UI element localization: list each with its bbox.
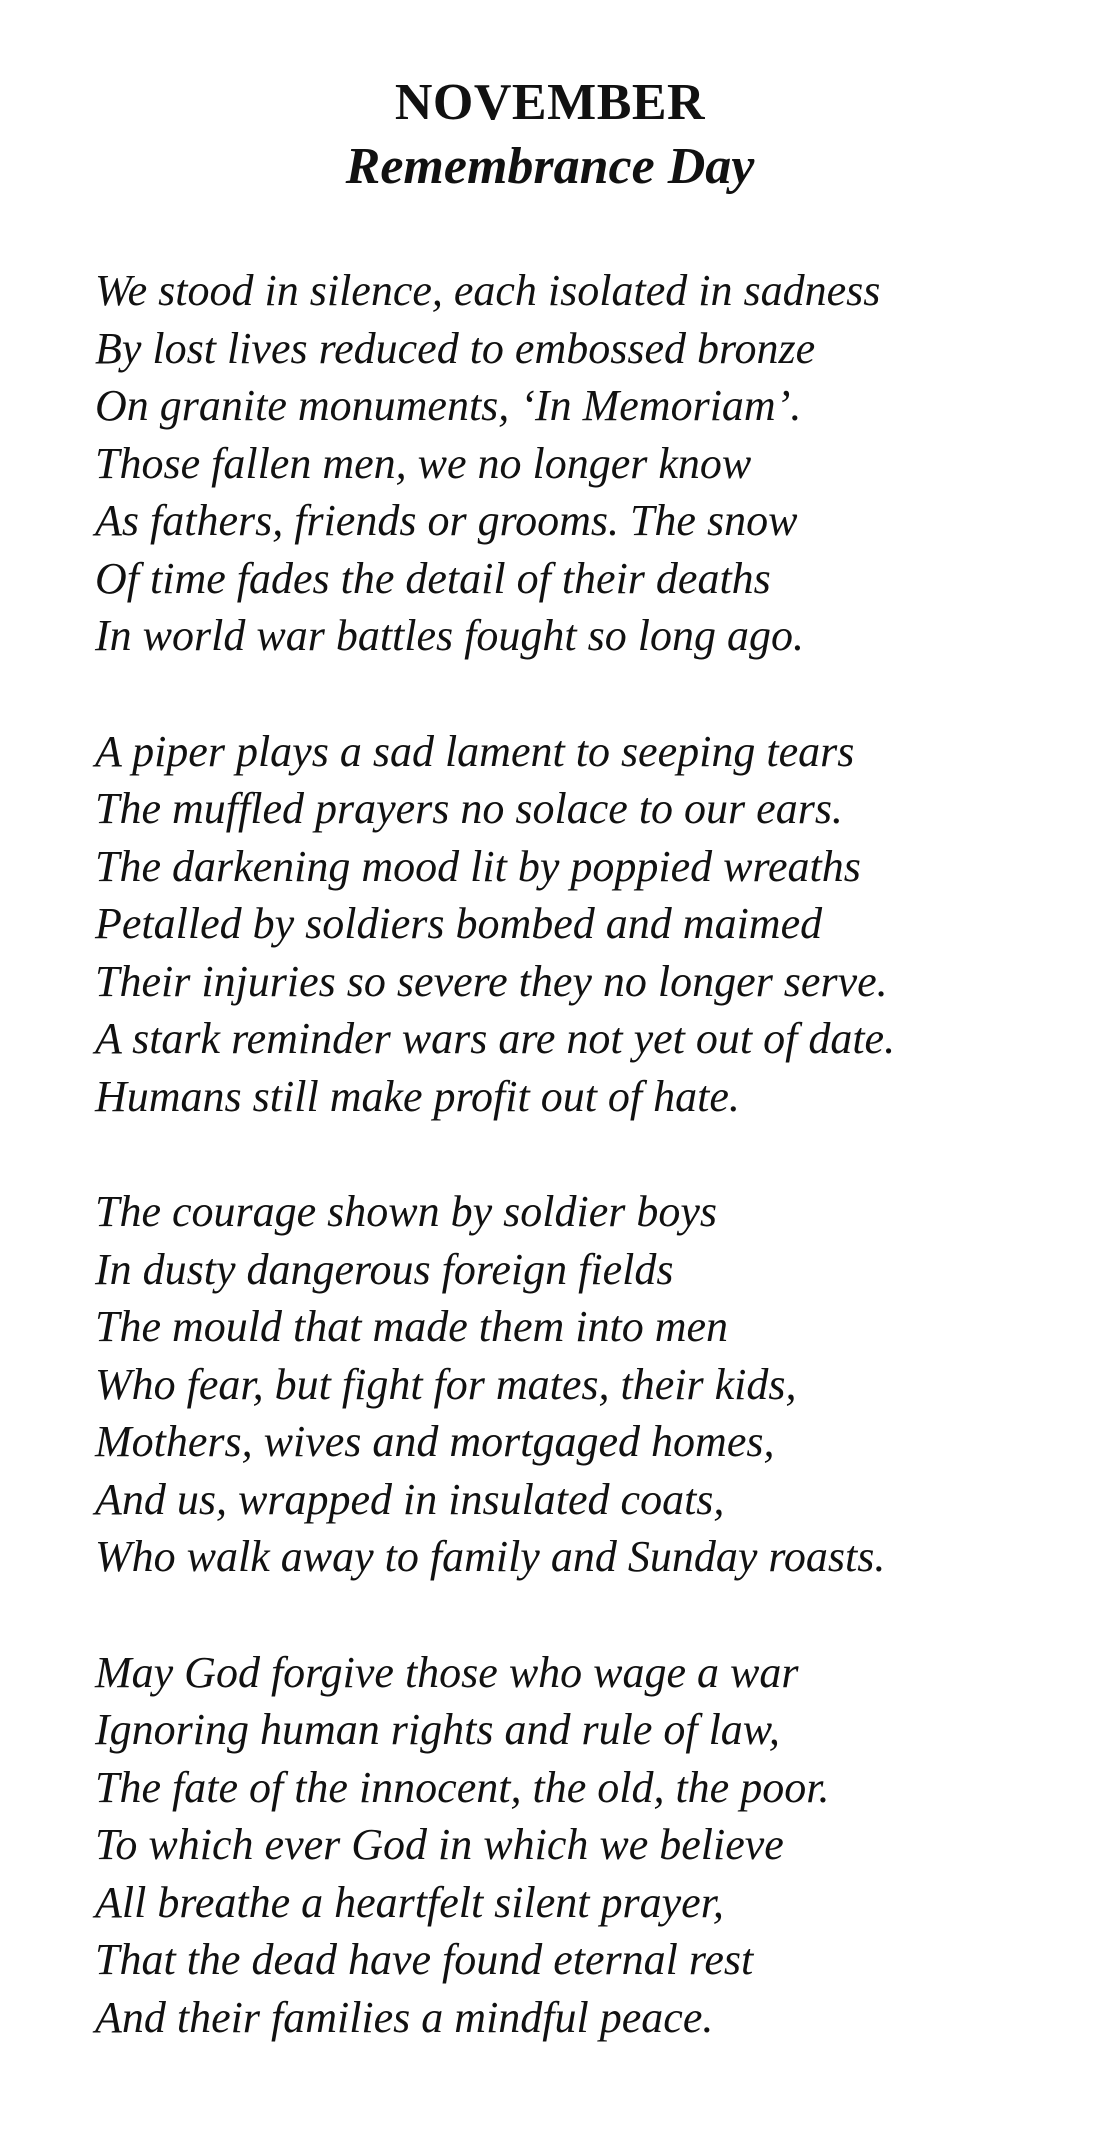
poem-line: The courage shown by soldier boys — [95, 1187, 718, 1236]
stanza-1 — [95, 262, 1085, 665]
poem-line: Those fallen men, we no longer know — [95, 438, 752, 488]
poem-line: The mould that made them into men — [95, 1302, 729, 1351]
poem-subtitle: Remembrance Day — [345, 138, 755, 195]
stanza-2 — [95, 723, 1085, 1126]
poem-line: Who fear, but fight for mates, their kids, — [95, 1359, 797, 1409]
stanza-4 — [95, 1644, 1085, 2047]
poem-line: As fathers, friends or grooms. The snow — [95, 496, 798, 545]
poem-line: The fate of the innocent, the old, the poor. — [95, 1762, 830, 1812]
poem-line: And their families a mindful peace. — [95, 1992, 714, 2042]
poem-line: We stood in silence, each isolated in sadness — [95, 266, 881, 315]
poem-line: Of time fades the detail of their deaths — [95, 553, 771, 603]
poem-line: Mothers, wives and mortgaged homes, — [95, 1417, 775, 1466]
poem-line: In dusty dangerous foreign fields — [95, 1244, 674, 1294]
poem-line: That the dead have found eternal rest — [95, 1935, 754, 1984]
poem-line: A piper plays a sad lament to seeping tears — [95, 726, 855, 776]
poem-line: In world war battles fought so long ago. — [95, 611, 804, 660]
poem-line: To which ever God in which we believe — [95, 1820, 784, 1869]
poem-line: By lost lives reduced to embossed bronze — [95, 323, 816, 373]
poem-line: A stark reminder wars are not yet out of date. — [95, 1014, 896, 1063]
poem-line: The muffled prayers no solace to our ears. — [95, 784, 843, 833]
poem-header — [0, 72, 1100, 198]
poem-line: May God forgive those who wage a war — [95, 1647, 799, 1697]
poem-title: NOVEMBER — [394, 74, 706, 131]
poem-line: And us, wrapped in insulated coats, — [95, 1474, 725, 1524]
poem-line: On granite monuments, ‘In Memoriam’. — [95, 381, 802, 430]
poem-line: The darkening mood lit by poppied wreaths — [95, 841, 861, 891]
poem-body — [95, 262, 1085, 2104]
poem-line: Ignoring human rights and rule of law, — [95, 1705, 780, 1754]
poem-line: Humans still make profit out of hate. — [95, 1071, 740, 1121]
poem-line: All breathe a heartfelt silent prayer, — [95, 1877, 724, 1927]
poem-line: Their injuries so severe they no longer serve. — [95, 956, 888, 1006]
poem-line: Who walk away to family and Sunday roasts. — [95, 1532, 886, 1581]
poem-line: Petalled by soldiers bombed and maimed — [95, 899, 823, 948]
stanza-3 — [95, 1183, 1085, 1586]
